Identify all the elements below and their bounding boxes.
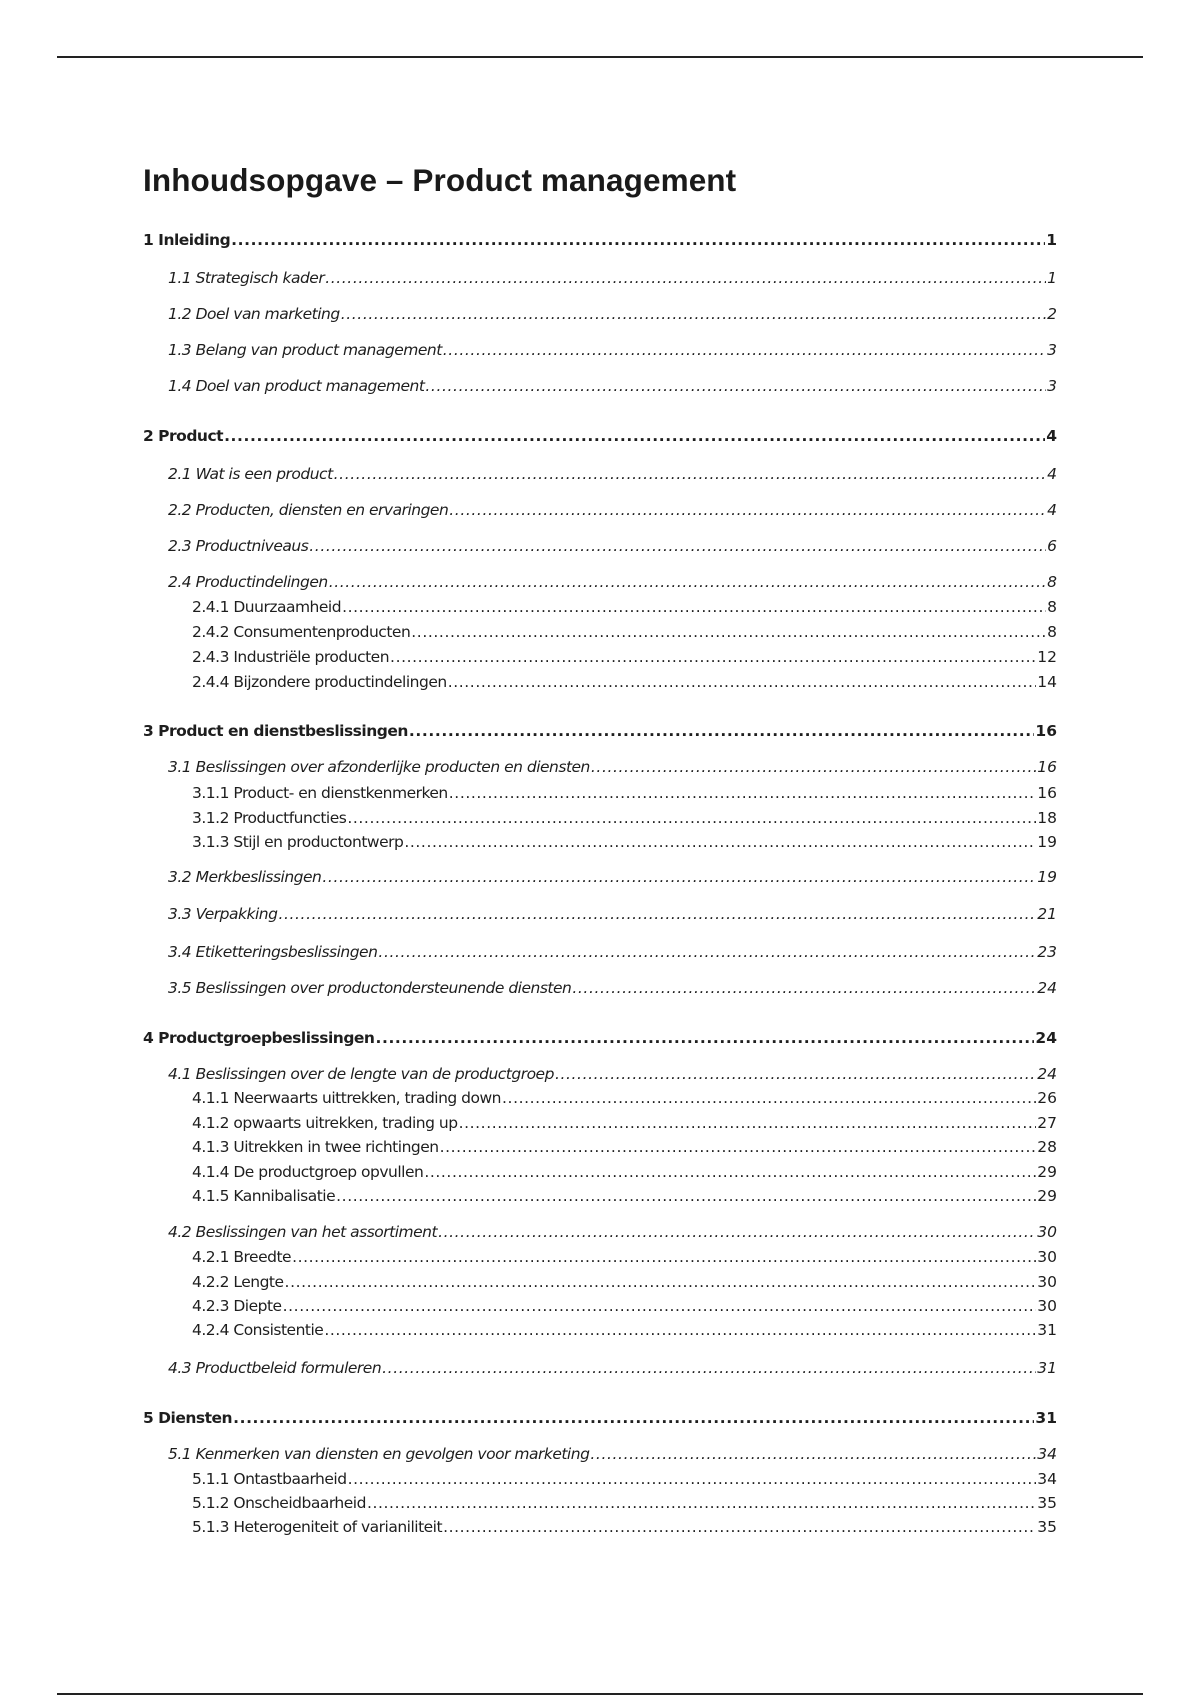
toc-dot-leader [224, 426, 1045, 446]
toc-entry-page-number: 16 [1037, 784, 1057, 802]
toc-entry[interactable] [192, 783, 1057, 803]
toc-entry-page-number: 3 [1047, 341, 1057, 359]
toc-entry[interactable] [168, 1358, 1057, 1378]
toc-entry-label: 5.1.3 Heterogeniteit of varianiliteit [192, 1518, 443, 1536]
toc-entry-page-number: 2 [1047, 305, 1057, 323]
toc-entry-page-number: 14 [1037, 673, 1057, 691]
toc-entry-label: 2.4.1 Duurzaamheid [192, 598, 342, 616]
footer-rule [57, 1693, 1143, 1695]
toc-entry-page-number: 1 [1047, 269, 1057, 287]
toc-entry[interactable] [168, 464, 1057, 484]
toc-entry-label: 3.1.2 Productfuncties [192, 809, 347, 827]
toc-dot-leader [285, 1272, 1037, 1292]
toc-entry[interactable] [192, 832, 1057, 852]
toc-entry-page-number: 4 [1047, 501, 1057, 519]
toc-entry-label: 3.5 Beslissingen over productondersteunende diensten [168, 979, 572, 997]
toc-entry[interactable] [192, 1517, 1057, 1537]
toc-entry-label: 5.1.1 Ontastbaarheid [192, 1470, 347, 1488]
toc-entry-page-number: 1 [1046, 231, 1057, 249]
toc-entry-page-number: 8 [1047, 598, 1057, 616]
toc-entry-page-number: 35 [1037, 1494, 1057, 1512]
toc-entry[interactable] [143, 426, 1057, 446]
toc-entry-page-number: 26 [1037, 1089, 1057, 1107]
toc-entry[interactable] [192, 1186, 1057, 1206]
toc-entry-page-number: 8 [1047, 623, 1057, 641]
toc-entry[interactable] [168, 757, 1057, 777]
toc-entry-label: 2.1 Wat is een product [168, 465, 333, 483]
toc-dot-leader [390, 647, 1036, 667]
toc-entry[interactable] [192, 1493, 1057, 1513]
toc-entry-page-number: 6 [1047, 537, 1057, 555]
toc-entry-page-number: 30 [1037, 1248, 1057, 1266]
toc-dot-leader [438, 1222, 1036, 1242]
toc-entry-label: 2.4.3 Industriële producten [192, 648, 390, 666]
toc-entry[interactable] [168, 904, 1057, 924]
toc-entry-page-number: 23 [1037, 943, 1057, 961]
toc-entry-label: 2 Product [143, 427, 224, 445]
toc-dot-leader [231, 230, 1045, 250]
toc-entry[interactable] [192, 1137, 1057, 1157]
toc-entry-page-number: 3 [1047, 377, 1057, 395]
toc-dot-leader [348, 1469, 1037, 1489]
toc-dot-leader [572, 978, 1036, 998]
toc-entry-label: 3.3 Verpakking [168, 905, 278, 923]
page-title: Inhoudsopgave – Product management [143, 162, 737, 198]
toc-entry[interactable] [192, 808, 1057, 828]
toc-entry-page-number: 30 [1037, 1223, 1057, 1241]
toc-dot-leader [347, 808, 1036, 828]
toc-entry-label: 4.2.1 Breedte [192, 1248, 292, 1266]
toc-entry-label: 3.4 Etiketteringsbeslissingen [168, 943, 378, 961]
toc-dot-leader [334, 464, 1046, 484]
toc-entry-label: 4.1.1 Neerwaarts uittrekken, trading down [192, 1089, 502, 1107]
toc-entry[interactable] [192, 622, 1057, 642]
toc-entry-label: 4.2.2 Lengte [192, 1273, 284, 1291]
toc-entry[interactable] [168, 942, 1057, 962]
toc-entry-page-number: 29 [1037, 1187, 1057, 1205]
toc-entry-page-number: 30 [1037, 1297, 1057, 1315]
toc-entry-label: 4.2.3 Diepte [192, 1297, 282, 1315]
toc-entry[interactable] [168, 572, 1057, 592]
toc-entry-page-number: 8 [1047, 573, 1057, 591]
toc-entry-page-number: 24 [1037, 1065, 1057, 1083]
toc-entry[interactable] [192, 1113, 1057, 1133]
toc-entry[interactable] [192, 1296, 1057, 1316]
toc-entry[interactable] [168, 304, 1057, 324]
toc-entry-page-number: 34 [1037, 1445, 1057, 1463]
toc-entry-page-number: 4 [1046, 427, 1057, 445]
toc-dot-leader [336, 1186, 1036, 1206]
toc-entry-label: 5 Diensten [143, 1409, 233, 1427]
toc-dot-leader [443, 340, 1046, 360]
toc-entry[interactable] [192, 1272, 1057, 1292]
toc-entry-page-number: 27 [1037, 1114, 1057, 1132]
toc-entry-page-number: 18 [1037, 809, 1057, 827]
toc-dot-leader [425, 376, 1046, 396]
toc-dot-leader [324, 1320, 1036, 1340]
toc-dot-leader [555, 1064, 1036, 1084]
toc-dot-leader [502, 1088, 1036, 1108]
toc-entry-label: 1.4 Doel van product management [168, 377, 425, 395]
toc-entry-label: 2.3 Productniveaus [168, 537, 309, 555]
toc-dot-leader [440, 1137, 1037, 1157]
toc-entry[interactable] [168, 536, 1057, 556]
toc-entry-label: 4.1.4 De productgroep opvullen [192, 1163, 424, 1181]
toc-dot-leader [325, 268, 1046, 288]
toc-dot-leader [382, 1358, 1036, 1378]
toc-entry-label: 1 Inleiding [143, 231, 231, 249]
toc-entry-page-number: 29 [1037, 1163, 1057, 1181]
toc-dot-leader [341, 304, 1046, 324]
toc-entry-page-number: 31 [1035, 1409, 1057, 1427]
toc-dot-leader [322, 867, 1036, 887]
toc-entry-page-number: 31 [1037, 1359, 1057, 1377]
toc-entry-label: 2.4 Productindelingen [168, 573, 328, 591]
toc-entry[interactable] [168, 1444, 1057, 1464]
toc-entry-page-number: 21 [1037, 905, 1057, 923]
toc-entry[interactable] [168, 340, 1057, 360]
toc-entry-label: 3.2 Merkbeslissingen [168, 868, 322, 886]
toc-dot-leader [449, 783, 1037, 803]
toc-dot-leader [292, 1247, 1036, 1267]
toc-entry-label: 2.4.4 Bijzondere productindelingen [192, 673, 447, 691]
toc-entry-label: 1.3 Belang van product management [168, 341, 442, 359]
toc-entry[interactable] [192, 647, 1057, 667]
toc-entry-page-number: 24 [1037, 979, 1057, 997]
toc-entry[interactable] [143, 1028, 1057, 1048]
toc-entry[interactable] [168, 978, 1057, 998]
toc-entry[interactable] [192, 1247, 1057, 1267]
toc-dot-leader [378, 942, 1036, 962]
toc-entry-label: 4.1 Beslissingen over de lengte van de productgroep [168, 1065, 554, 1083]
toc-entry-label: 3.1.3 Stijl en productontwerp [192, 833, 404, 851]
toc-entry[interactable] [192, 1469, 1057, 1489]
toc-entry-label: 4.3 Productbeleid formuleren [168, 1359, 382, 1377]
toc-entry-page-number: 35 [1037, 1518, 1057, 1536]
toc-entry[interactable] [143, 1408, 1057, 1428]
toc-entry-page-number: 16 [1035, 722, 1057, 740]
toc-dot-leader [404, 832, 1036, 852]
toc-entry-page-number: 4 [1047, 465, 1057, 483]
toc-entry-label: 2.4.2 Consumentenproducten [192, 623, 411, 641]
toc-entry-page-number: 34 [1037, 1470, 1057, 1488]
toc-dot-leader [278, 904, 1036, 924]
toc-dot-leader [342, 597, 1046, 617]
toc-entry-label: 4.1.2 opwaarts uitrekken, trading up [192, 1114, 458, 1132]
toc-entry-label: 3.1.1 Product- en dienstkenmerken [192, 784, 448, 802]
toc-dot-leader [367, 1493, 1036, 1513]
toc-dot-leader [409, 721, 1035, 741]
toc-entry-page-number: 24 [1035, 1029, 1057, 1047]
toc-entry-page-number: 16 [1037, 758, 1057, 776]
toc-entry[interactable] [192, 1088, 1057, 1108]
toc-entry[interactable] [168, 500, 1057, 520]
toc-entry-label: 4.1.3 Uitrekken in twee richtingen [192, 1138, 439, 1156]
toc-dot-leader [309, 536, 1046, 556]
toc-dot-leader [411, 622, 1046, 642]
toc-entry[interactable] [168, 268, 1057, 288]
toc-entry[interactable] [143, 230, 1057, 250]
toc-dot-leader [424, 1162, 1036, 1182]
toc-dot-leader [590, 1444, 1036, 1464]
toc-dot-leader [329, 572, 1046, 592]
toc-entry-label: 4 Productgroepbeslissingen [143, 1029, 375, 1047]
toc-entry-label: 5.1.2 Onscheidbaarheid [192, 1494, 366, 1512]
toc-entry[interactable] [192, 1320, 1057, 1340]
toc-dot-leader [459, 1113, 1037, 1133]
toc-entry-label: 3 Product en dienstbeslissingen [143, 722, 408, 740]
toc-entry-page-number: 19 [1037, 833, 1057, 851]
toc-dot-leader [448, 672, 1037, 692]
toc-entry[interactable] [168, 867, 1057, 887]
toc-entry[interactable] [192, 597, 1057, 617]
toc-entry-label: 3.1 Beslissingen over afzonderlijke producten en diensten [168, 758, 590, 776]
toc-dot-leader [449, 500, 1046, 520]
toc-entry-label: 4.2.4 Consistentie [192, 1321, 324, 1339]
toc-dot-leader [443, 1517, 1036, 1537]
toc-entry[interactable] [143, 721, 1057, 741]
toc-entry-page-number: 28 [1037, 1138, 1057, 1156]
toc-entry-label: 2.2 Producten, diensten en ervaringen [168, 501, 449, 519]
toc-dot-leader [591, 757, 1036, 777]
toc-entry[interactable] [192, 672, 1057, 692]
toc-entry-page-number: 19 [1037, 868, 1057, 886]
toc-entry-label: 1.1 Strategisch kader [168, 269, 325, 287]
toc-entry-label: 4.1.5 Kannibalisatie [192, 1187, 336, 1205]
toc-entry[interactable] [168, 1064, 1057, 1084]
toc-entry[interactable] [168, 1222, 1057, 1242]
toc-dot-leader [233, 1408, 1034, 1428]
toc-entry[interactable] [168, 376, 1057, 396]
toc-entry-label: 1.2 Doel van marketing [168, 305, 340, 323]
toc-entry-label: 4.2 Beslissingen van het assortiment [168, 1223, 438, 1241]
toc-dot-leader [283, 1296, 1037, 1316]
toc-dot-leader [375, 1028, 1034, 1048]
toc-entry-page-number: 31 [1037, 1321, 1057, 1339]
toc-entry-page-number: 30 [1037, 1273, 1057, 1291]
toc-entry-label: 5.1 Kenmerken van diensten en gevolgen voor marketing [168, 1445, 590, 1463]
toc-entry[interactable] [192, 1162, 1057, 1182]
toc-entry-page-number: 12 [1037, 648, 1057, 666]
